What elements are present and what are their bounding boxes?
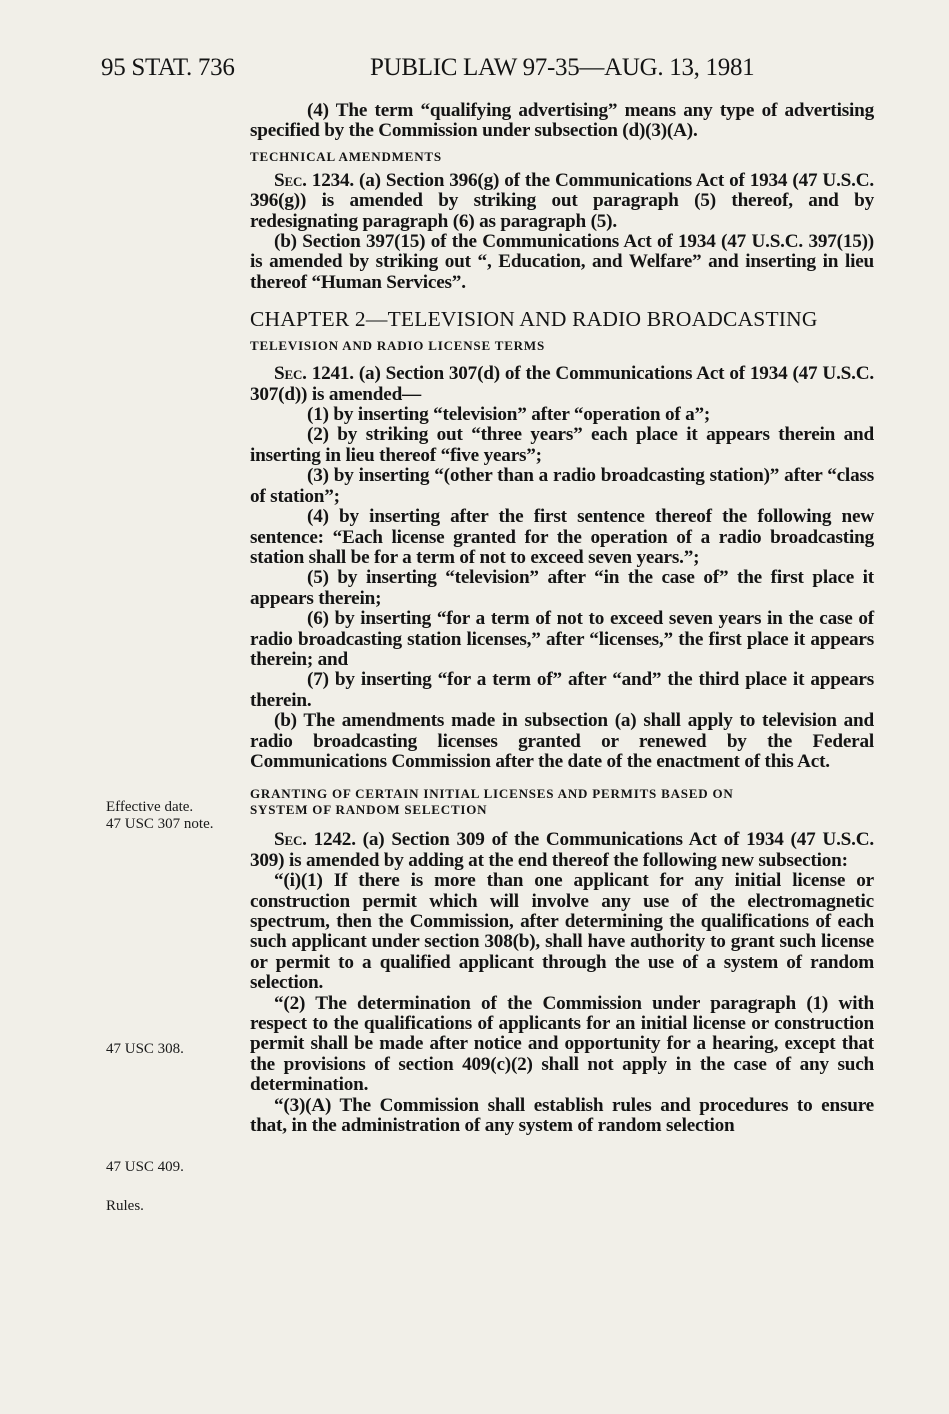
heading-license-terms: TELEVISION AND RADIO LICENSE TERMS xyxy=(250,338,545,354)
section-1241-a-7: (7) by inserting “for a term of” after “and” the third place it appears therein. xyxy=(250,669,874,711)
margin-note-usc-307-note: 47 USC 307 note. xyxy=(106,816,214,832)
margin-note-effective-date: Effective date. xyxy=(106,799,194,815)
section-1241-a-text: 1241. (a) Section 307(d) of the Communications Act of 1934 (47 U.S.C. 307(d)) is amended— xyxy=(250,363,874,405)
section-1242-a xyxy=(250,830,874,871)
section-label: Sec. xyxy=(274,829,307,851)
margin-note-usc-409: 47 USC 409. xyxy=(106,1159,184,1175)
section-1241-b: (b) The amendments made in subsection (a) shall apply to television and radio broadcasting licenses granted or renewed by the Federal Communications Commission after the date of the enactment of this Act. xyxy=(250,710,874,772)
heading-technical-amendments: TECHNICAL AMENDMENTS xyxy=(250,148,442,164)
section-1241-a-1: (1) by inserting “television” after “operation of a”; xyxy=(307,404,711,426)
chapter-2-heading: CHAPTER 2—TELEVISION AND RADIO BROADCASTING xyxy=(250,307,818,332)
section-label: Sec. xyxy=(274,169,307,191)
section-1242-i-1: “(i)(1) If there is more than one applicant for any initial license or construction permit which will involve any use of the electromagnetic spectrum, then the Commission, after determining the qualifications of each such applicant under section 308(b), shall have authority to grant such license or permit to a qualified applicant through the use of a system of random selection. xyxy=(250,870,874,994)
section-1241-a-2: (2) by striking out “three years” each place it appears therein and inserting in lieu thereof “five years”; xyxy=(250,424,874,466)
statute-body xyxy=(250,101,874,1136)
paragraph-qualifying-advertising: (4) The term “qualifying advertising” means any type of advertising specified by the Commission under subsection (d)(3)(A). xyxy=(250,100,874,142)
section-1241-a-5: (5) by inserting “television” after “in the case of” the first place it appears therein; xyxy=(250,567,874,609)
section-1242-i-2: “(2) The determination of the Commission under paragraph (1) with respect to the qualifications of applicants for an initial license or construction permit shall be made after notice and opportunity for a hearing, except that the provisions of section 409(c)(2) shall not apply in the case of any such determination. xyxy=(250,992,874,1096)
section-1242-i-3: “(3)(A) The Commission shall establish rules and procedures to ensure that, in the administration of any system of random selection xyxy=(250,1094,874,1137)
running-header-title: PUBLIC LAW 97-35—AUG. 13, 1981 xyxy=(370,54,755,81)
section-1234-a xyxy=(250,171,874,232)
section-1234-a-text: 1234. (a) Section 396(g) of the Communications Act of 1934 (47 U.S.C. 396(g)) is amended by striking out paragraph (5) thereof, and by redesignating paragraph (6) as paragraph (5). xyxy=(250,169,874,232)
margin-note-rules: Rules. xyxy=(106,1198,144,1214)
section-1241-a-6: (6) by inserting “for a term of not to exceed seven years in the case of radio broadcasting station licenses,” after “licenses,” the first place it appears therein; and xyxy=(250,608,874,670)
section-1241-a-3: (3) by inserting “(other than a radio broadcasting station)” after “class of station”; xyxy=(250,465,874,507)
page-reference: 95 STAT. 736 xyxy=(101,54,235,81)
section-1241-a xyxy=(250,364,874,405)
heading-random-selection-line-1: GRANTING OF CERTAIN INITIAL LICENSES AND PERMITS BASED ON xyxy=(250,786,734,802)
section-1234-b: (b) Section 397(15) of the Communications Act of 1934 (47 U.S.C. 397(15)) is amended by striking out “, Education, and Welfare” and inserting in lieu thereof “Human Services”. xyxy=(250,231,874,293)
margin-note-usc-308: 47 USC 308. xyxy=(106,1041,184,1057)
section-1241-a-4: (4) by inserting after the first sentence thereof the following new sentence: “Each license granted for the operation of a radio broadcasting station shall be for a term of not to exceed seven years.”; xyxy=(250,506,874,568)
section-1242-a-text: 1242. (a) Section 309 of the Communications Act of 1934 (47 U.S.C. 309) is amended by adding at the end thereof the following new subsection: xyxy=(250,829,874,871)
heading-random-selection-line-2: SYSTEM OF RANDOM SELECTION xyxy=(250,802,488,818)
section-label: Sec. xyxy=(274,363,307,385)
